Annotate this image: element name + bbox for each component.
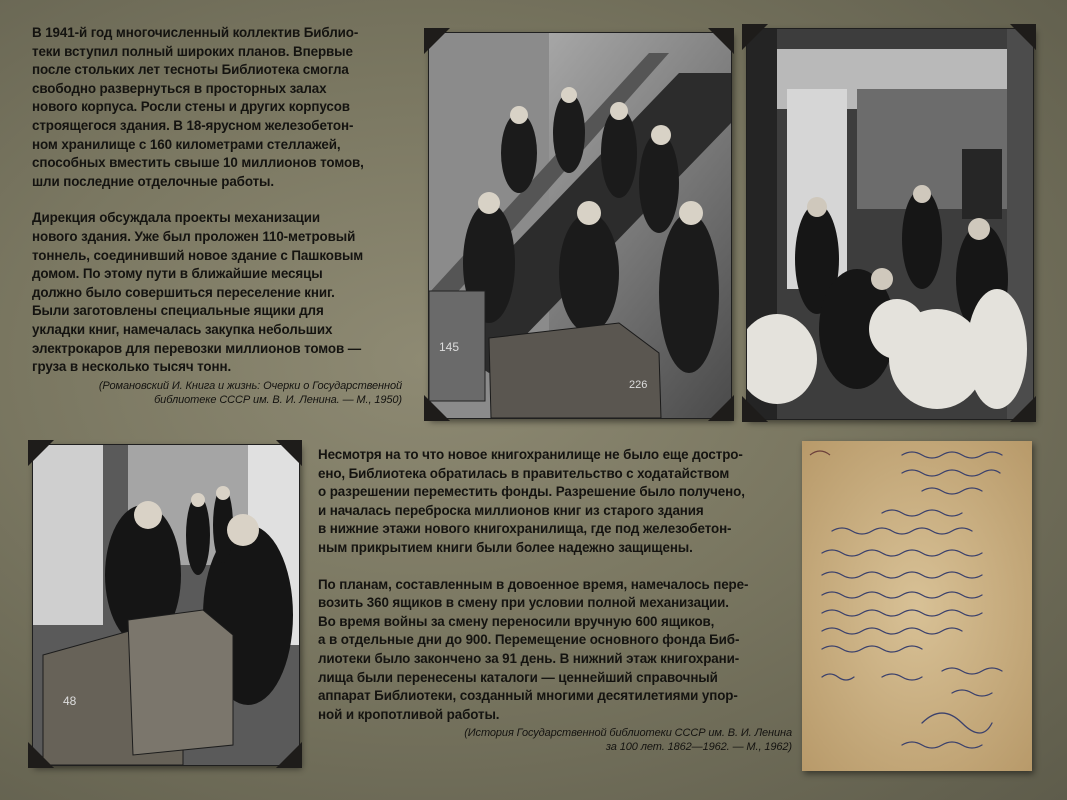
text-block-top-left [32,24,402,407]
crate-label: 145 [439,340,460,354]
paragraph: Несмотря на то что новое книгохранилище не было еще достро- ено, Библиотека обратилась в правительство с ходатайством о разрешении переместить фонды. Разрешение было получено, и началась переброска миллионов книг из старого здания в нижние этажи нового книгохранилища, где под железобетон- ным прикрытием книги были более надежно защищены. [318,447,745,555]
photo-women-crates [32,444,300,766]
citation: (Романовский И. Книга и жизнь: Очерки о Государственной библиотеке СССР им. В. И. Ленина. — М., 1950) [98,379,402,406]
photo-staircase-book-chain [428,32,732,419]
paragraph: Дирекция обсуждала проекты механизации нового здания. Уже был проложен 110-метровый тоннель, соединивший новое здание с Пашковым домом. По этому пути в ближайшие месяцы должно было совершиться переселение книг. Были заготовлены специальные ящики для укладки книг, намечалась закупка небольших электрокаров для перевозки миллионов томов — груза в несколько тысяч тонн. [32,210,364,375]
crate-label: 226 [629,379,648,391]
photo-packing-sacks [746,28,1034,420]
citation: (История Государственной библиотеки СССР им. В. И. Ленина за 100 лет. 1862—1962. — М., 1962) [464,727,792,754]
paragraph: По планам, составленным в довоенное время, намечалось пере- возить 360 ящиков в смену при условии полной механизации. Во время войны за смену переносили вручную 600 ящиков, а в отдельные дни до 900. Перемещение основного фонда Биб- лиотеки было закончено за 91 день. В нижний этаж книгохрани- лища были перенесены каталоги — ценнейший справочный аппарат Библиотеки, созданный многими десятилетиями упор- ной и кропотливой работы. [318,576,749,722]
crate-label: 48 [63,694,77,708]
paragraph: В 1941-й год многочисленный коллектив Библио- теки вступил полный широких планов. Впервые после стольких лет тесноты Библиотека смогла свободно развернуться в просторных залах нового корпуса. Росли стены и других корпусов строящегося здания. В 18-ярусном железобетон- ном хранилище с 160 километрами стеллажей, способных вместить свыше 10 миллионов томов, шли последние отделочные работы. [32,25,364,189]
handwritten-letter-image [802,441,1032,771]
text-block-bottom-center [318,446,792,754]
